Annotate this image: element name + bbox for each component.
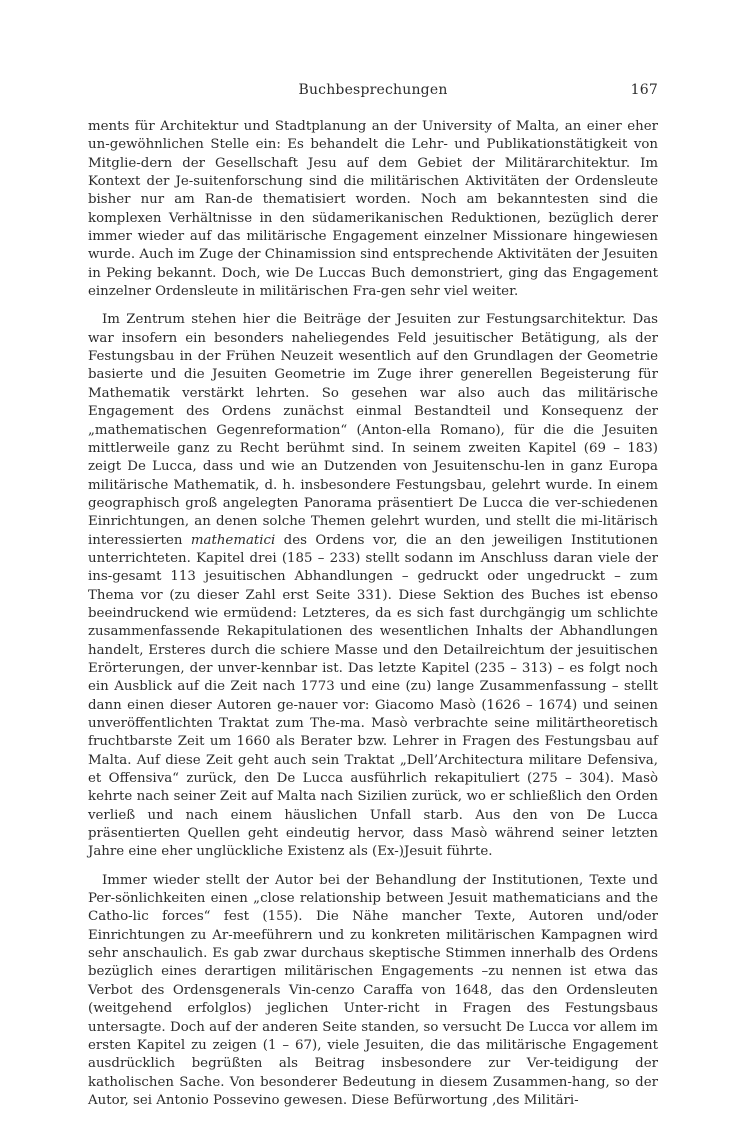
paragraph-text: des Ordens vor, die an den jeweiligen Institutionen unterrichteten. Kapitel drei (185 – 233) stellt sodann im Anschluss daran viele der ins-gesamt 113 jesuitischen Abhandlungen – gedruckt oder ungedruckt – zum Thema vor (zu dieser Zahl erst Seite 331). Diese Sektion des Buches ist ebenso beeindruckend wie ermüdend: Letzteres, da es sich fast durchgängig um schlichte zusammenfassende Rekapitulationen des wesentlichen Inhalts der Abhandlungen handelt, Ersteres durch die schiere Masse und den Detailreichtum der jesuitischen Erörterungen, der unver-kennbar ist. Das letzte Kapitel (235 – 313) – es folgt noch ein Ausblick auf die Zeit nach 1773 und eine (zu) lange Zusammenfassung – stellt dann einen dieser Autoren ge-nauer vor: Giacomo Masò (1626 – 1674) und seinen unveröffentlichten Traktat zum The-ma. Masò verbrachte seine militärtheoretisch fruchtbarste Zeit um 1660 als Berater bzw. Lehrer in Fragen des Festungsbau auf Malta. Auf diese Zeit geht auch sein Traktat „Dell’Architectura militare Defensiva, et Offensiva“ zurück, den De Lucca ausführlich rekapituliert (275 – 304). Masò kehrte nach seiner Zeit auf Malta nach Sizilien zurück, wo er schließlich den Orden verließ und nach einem häuslichen Unfall starb. Aus den von De Lucca präsentierten Quellen geht eindeutig hervor, dass Masò während seiner letzten Jahre eine eher unglückliche Existenz als (Ex-)Jesuit führte. (88, 532, 658, 860)
running-title: Buchbesprechungen (298, 82, 448, 98)
body-text (88, 118, 658, 1110)
paragraph-1 (88, 118, 658, 301)
page (88, 78, 658, 1110)
paragraph-text: ments für Architektur und Stadtplanung an der University of Malta, an einer eher un-gewöhnlichen Stelle ein: Es behandelt die Lehr- und Publikationstätigkeit von Mitglie-dern der Gesellschaft Jesu auf dem Gebiet der Militärarchitektur. Im Kontext der Je-suitenforschung sind die militärischen Aktivitäten der Ordensleute bisher nur am Ran-de thematisiert worden. Noch am bekanntesten sind die komplexen Verhältnisse in den südamerikanischen Reduktionen, bezüglich derer immer wieder auf das militärische Engagement einzelner Missionare hingewiesen wurde. Auch im Zuge der Chinamission sind entsprechende Aktivitäten der Jesuiten in Peking bekannt. Doch, wie De Luccas Buch demonstriert, ging das Engagement einzelner Ordensleute in militärischen Fra-gen sehr viel weiter. (88, 119, 658, 300)
paragraph-text: Immer wieder stellt der Autor bei der Behandlung der Institutionen, Texte und Per-sönlichkeiten einen „close relationship between Jesuit mathematicians and the Catho-lic forces“ fest (155). Die Nähe mancher Texte, Autoren und/oder Einrichtungen zu Ar-meeführern und zu konkreten militärischen Kampagnen wird sehr anschaulich. Es gab zwar durchaus skeptische Stimmen innerhalb des Ordens bezüglich eines derartigen militärischen Engagements –zu nennen ist etwa das Verbot des Ordensgenerals Vin-cenzo Caraffa von 1648, das den Ordensleuten (weitgehend erfolglos) jeglichen Unter-richt in Fragen des Festungsbaus untersagte. Doch auf der anderen Seite standen, so versucht De Lucca vor allem im ersten Kapitel zu zeigen (1 – 67), viele Jesuiten, die das militärische Engagement ausdrücklich begrüßten als Beitrag insbesondere zur Ver-teidigung der katholischen Sache. Von besonderer Bedeutung in diesem Zusammen-hang, so der Autor, sei Antonio Possevino gewesen. Diese Befürwortung ‚des Militäri- (88, 872, 658, 1108)
running-head (88, 78, 658, 102)
paragraph-3 (88, 872, 658, 1110)
italic-term: mathematici (190, 532, 276, 548)
paragraph-text: Im Zentrum stehen hier die Beiträge der Jesuiten zur Festungsarchitektur. Das war insofern ein besonders naheliegendes Feld jesuitischer Betätigung, als der Festungsbau in der Frühen Neuzeit wesentlich auf den Grundlagen der Geometrie basierte und die Jesuiten Geometrie im Zuge ihrer generellen Begeisterung für Mathematik verstärkt lehrten. So gesehen war also auch das militärische Engagement des Ordens zunächst einmal Bestandteil und Konsequenz der „mathematischen Gegenreformation“ (Anton-ella Romano), für die die Jesuiten mittlerweile ganz zu Recht berühmt sind. In seinem zweiten Kapitel (69 – 183) zeigt De Lucca, dass und wie an Dutzenden von Jesuitenschu-len in ganz Europa militärische Mathematik, d. h. insbesondere Festungsbau, gelehrt wurde. In einem geographisch groß angelegten Panorama präsentiert De Lucca die ver-schiedenen Einrichtungen, an denen solche Themen gelehrt wurden, und stellt die mi-litärisch interessierten (88, 312, 658, 548)
paragraph-2 (88, 311, 658, 861)
page-number: 167 (630, 82, 658, 98)
